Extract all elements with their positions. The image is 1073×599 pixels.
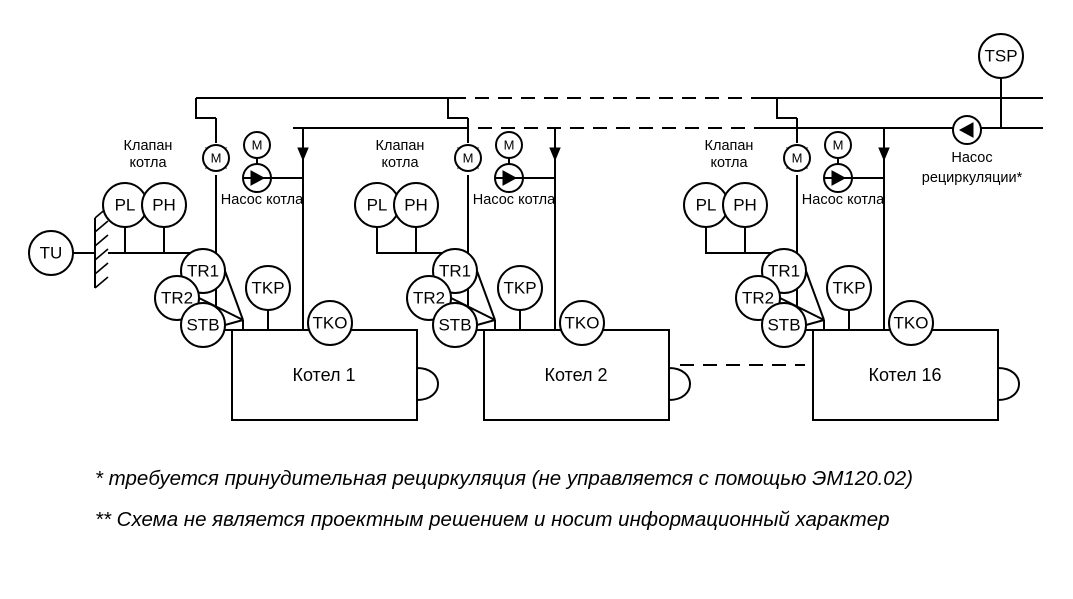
sensor-tr2-16: TR2	[741, 288, 775, 308]
valve-label-2-line2: котла	[381, 155, 419, 171]
valve-label-16-line2: котла	[710, 155, 748, 171]
boiler-name-16: Котел 16	[868, 364, 942, 385]
sensor-stb-2: STB	[438, 315, 472, 335]
valve-label-1-line2: котла	[129, 155, 167, 171]
sensor-pl-16: PL	[695, 195, 717, 215]
sensor-tu	[29, 207, 108, 288]
recirc-label-line1: Насос	[951, 150, 993, 166]
sensor-tko-1: TKO	[312, 313, 348, 333]
footnote-2: ** Схема не является проектным решением и носит информационный характер	[95, 508, 890, 531]
sensor-ph-1: PH	[152, 195, 176, 215]
sensor-stb-16: STB	[767, 315, 801, 335]
pump-label-1: Насос котла	[220, 192, 304, 208]
pump-motor-label-2: M	[503, 137, 515, 153]
valve-motor-label-1: M	[210, 150, 222, 166]
sensor-tko-16: TKO	[893, 313, 929, 333]
sensor-tkp-2: TKP	[503, 278, 537, 298]
sensor-tsp	[979, 34, 1023, 128]
valve-motor-label-2: M	[462, 150, 474, 166]
sensor-ph-16: PH	[733, 195, 757, 215]
sensor-tr1-16: TR1	[767, 261, 801, 281]
pump-label-16: Насос котла	[801, 192, 885, 208]
boiler-name-1: Котел 1	[292, 364, 356, 385]
sensor-tkp-1: TKP	[251, 278, 285, 298]
sensor-pl-1: PL	[114, 195, 136, 215]
valve-label-1-line1: Клапан	[123, 138, 173, 154]
sensor-tsp-label: TSP	[984, 46, 1018, 66]
boiler-group-16	[684, 98, 1019, 420]
boiler-name-2: Котел 2	[544, 364, 608, 385]
pump-motor-label-1: M	[251, 137, 263, 153]
sensor-ph-2: PH	[404, 195, 428, 215]
sensor-tu-label: TU	[39, 243, 63, 263]
pump-motor-label-16: M	[832, 137, 844, 153]
pump-label-2: Насос котла	[472, 192, 556, 208]
sensor-tko-2: TKO	[564, 313, 600, 333]
sensor-tr2-2: TR2	[412, 288, 446, 308]
recirculation-pump	[922, 116, 1023, 186]
valve-motor-label-16: M	[791, 150, 803, 166]
sensor-tkp-16: TKP	[832, 278, 866, 298]
sensor-tr1-1: TR1	[186, 261, 220, 281]
sensor-tr2-1: TR2	[160, 288, 194, 308]
sensor-pl-2: PL	[366, 195, 388, 215]
valve-label-16-line1: Клапан	[704, 138, 754, 154]
valve-label-2-line1: Клапан	[375, 138, 425, 154]
recirc-label-line2: рециркуляции*	[921, 170, 1023, 186]
sensor-tr1-2: TR1	[438, 261, 472, 281]
footnote-1: * требуется принудительная рециркуляция (не управляется с помощью ЭМ120.02)	[95, 467, 913, 490]
sensor-stb-1: STB	[186, 315, 220, 335]
